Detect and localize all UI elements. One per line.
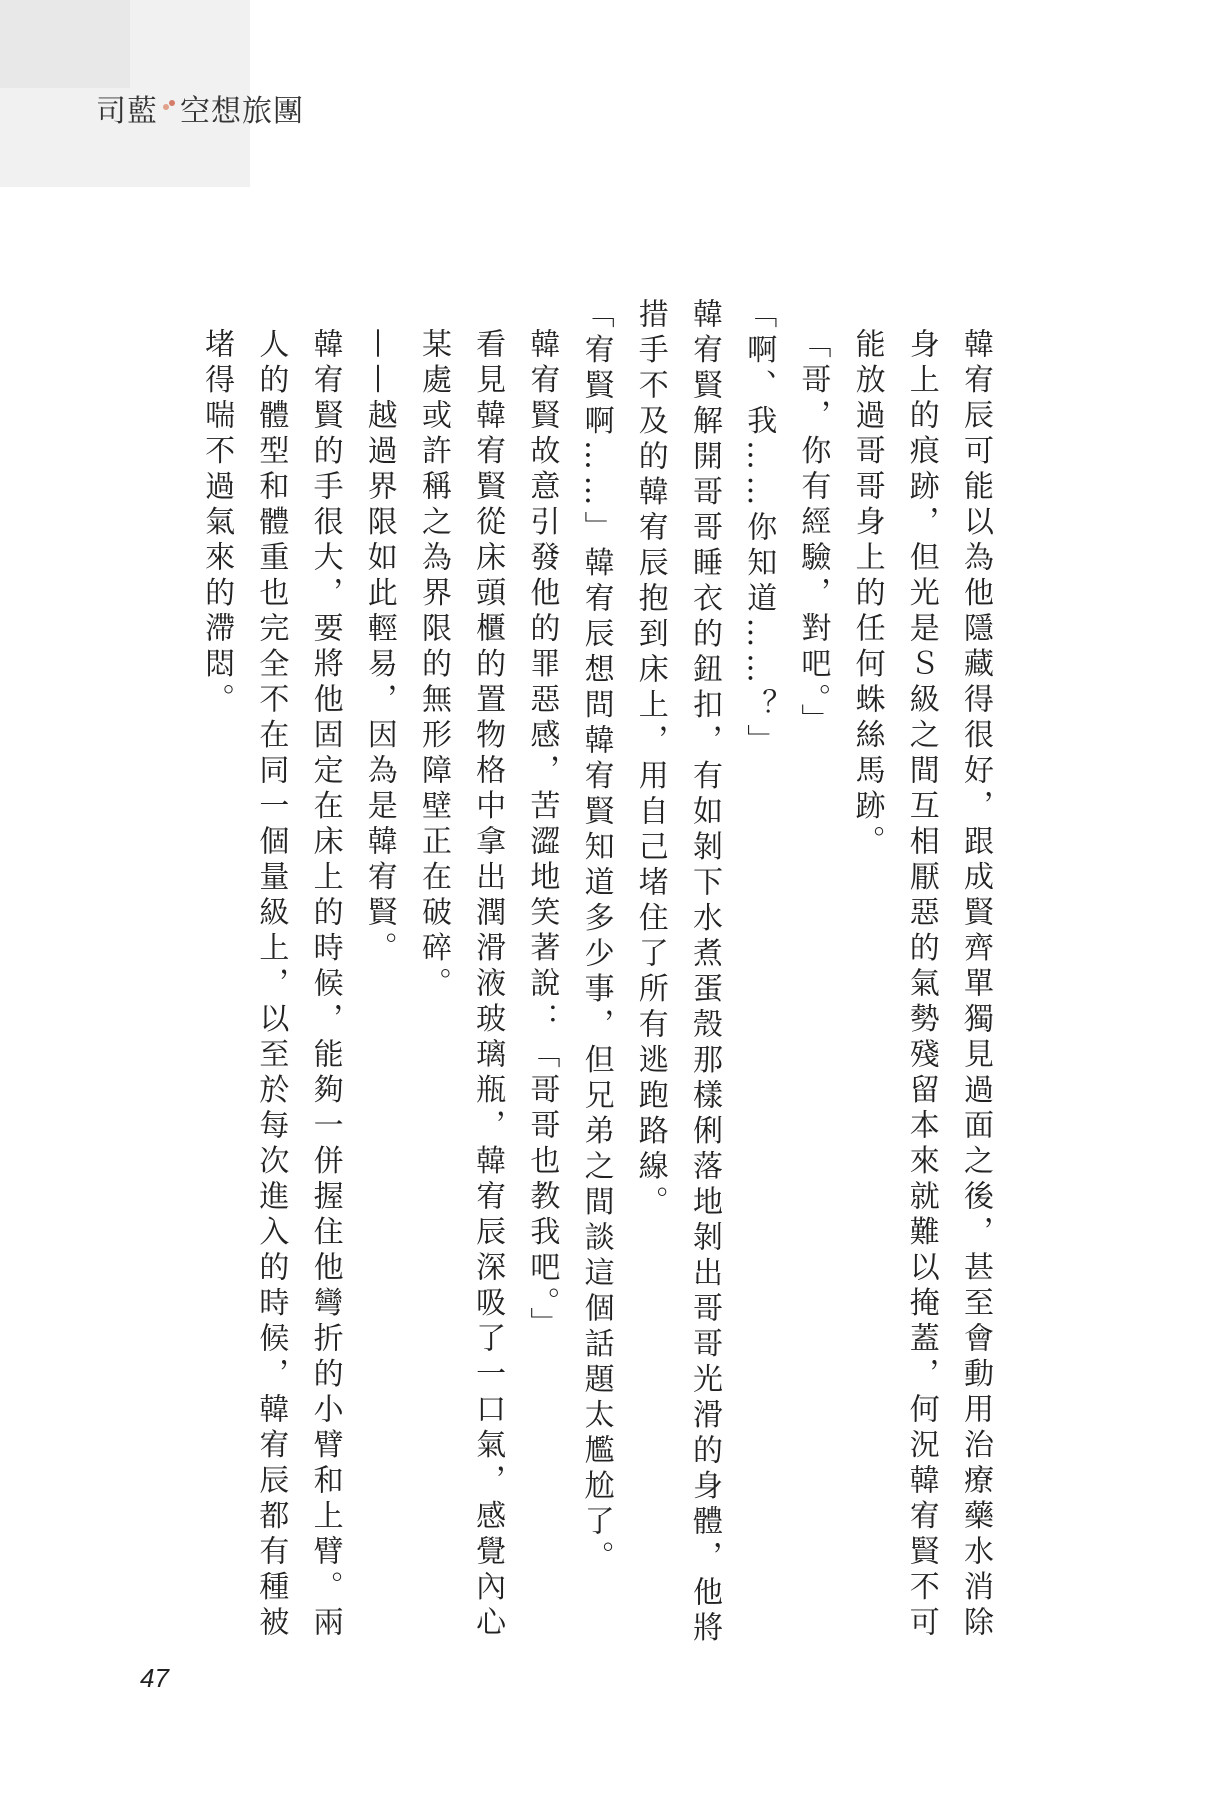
paragraph-9: 韓宥賢的手很大，要將他固定在床上的時候，能夠一併握住他彎折的小臂和上臂。兩人的體型和體重也完全不在同一個量級上，以至於每次進入的時候，韓宥辰都有種被堵得喘不過氣來的滯悶。	[199, 328, 343, 1642]
header-background-accent	[0, 0, 130, 88]
paragraph-2: 「哥，你有經驗，對吧。」	[795, 328, 831, 739]
paragraph-8: ——越過界限如此輕易，因為是韓宥賢。	[361, 328, 397, 967]
paragraph-5: 「宥賢啊……」韓宥辰想問韓宥賢知道多少事，但兄弟之間談這個話題太尷尬了。	[578, 298, 614, 1576]
paragraph-3: 「啊、我……你知道……？」	[741, 298, 777, 760]
paragraph-1: 韓宥辰可能以為他隱藏得很好，跟成賢齊單獨見過面之後，甚至會動用治療藥水消除身上的痕跡，但光是Ｓ級之間互相厭惡的氣勢殘留本來就難以掩蓋，何況韓宥賢不可能放過哥哥身上的任何蛛絲馬跡。	[849, 328, 993, 1642]
paragraph-7: 看見韓宥賢從床頭櫃的置物格中拿出潤滑液玻璃瓶，韓宥辰深吸了一口氣，感覺內心某處或許稱之為界限的無形障壁正在破碎。	[415, 328, 506, 1642]
paragraph-4: 韓宥賢解開哥哥睡衣的鈕扣，有如剝下水煮蛋殼那樣俐落地剝出哥哥光滑的身體，他將措手不及的韓宥辰抱到床上，用自己堵住了所有逃跑路線。	[632, 298, 722, 1647]
series-title: 空想旅團	[180, 94, 304, 129]
running-header	[96, 86, 304, 130]
paragraph-6: 韓宥賢故意引發他的罪惡感，苦澀地笑著說：「哥哥也教我吧。」	[524, 328, 560, 1343]
vertical-body-text	[189, 298, 1002, 1648]
flower-separator-icon	[162, 99, 176, 117]
page-number: 47	[140, 1663, 169, 1693]
author-name: 司藍	[96, 94, 158, 129]
